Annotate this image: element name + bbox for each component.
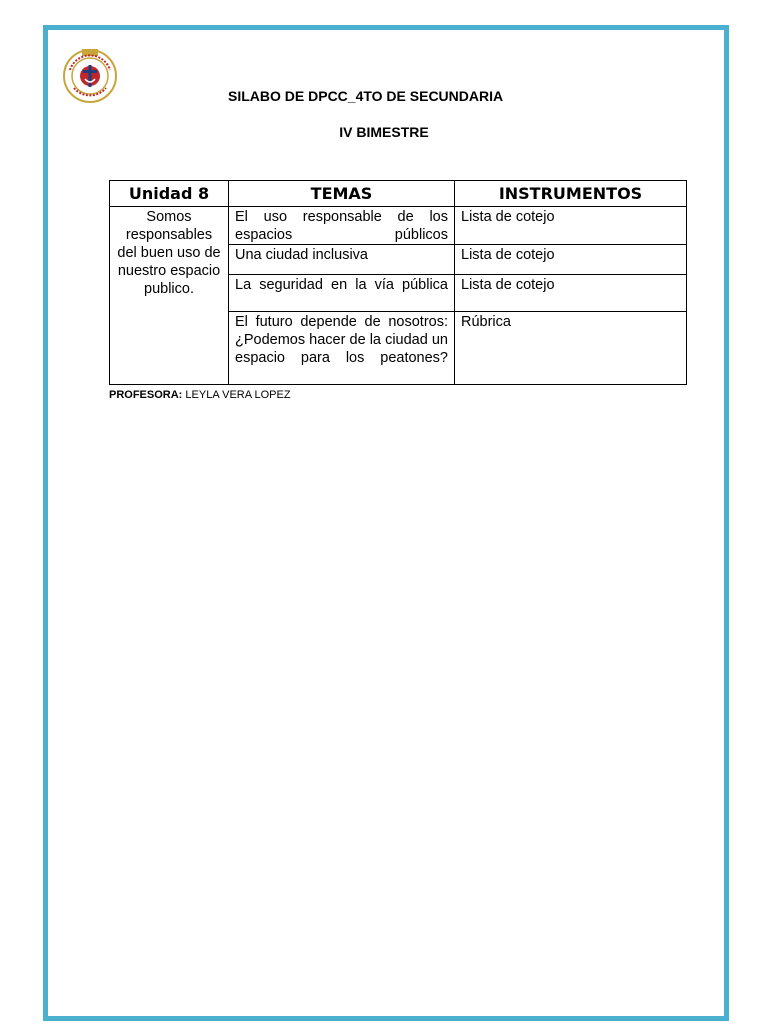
table-header-row bbox=[110, 181, 687, 207]
tema-cell: La seguridad en la vía pública bbox=[229, 275, 455, 312]
teacher-line bbox=[109, 389, 291, 401]
header-unit: Unidad 8 bbox=[110, 181, 229, 207]
header-temas: TEMAS bbox=[229, 181, 455, 207]
school-seal-icon bbox=[62, 48, 118, 104]
instrumento-cell: Lista de cotejo bbox=[455, 245, 687, 275]
teacher-name: LEYLA VERA LOPEZ bbox=[185, 389, 291, 401]
document-title: SILABO DE DPCC_4TO DE SECUNDARIA bbox=[228, 88, 504, 104]
header-instrumentos: INSTRUMENTOS bbox=[455, 181, 687, 207]
instrumento-cell: Rúbrica bbox=[455, 312, 687, 385]
page-border bbox=[43, 25, 729, 1021]
tema-cell: Una ciudad inclusiva bbox=[229, 245, 455, 275]
tema-cell: El futuro depende de nosotros: ¿Podemos hacer de la ciudad un espacio para los peatones? bbox=[229, 312, 455, 385]
table-row bbox=[110, 207, 687, 245]
unit-description: Somos responsables del buen uso de nuestro espacio publico. bbox=[110, 207, 229, 385]
tema-cell: El uso responsable de los espacios públicos bbox=[229, 207, 455, 245]
teacher-label: PROFESORA: bbox=[109, 389, 183, 401]
instrumento-cell: Lista de cotejo bbox=[455, 207, 687, 245]
document-subtitle: IV BIMESTRE bbox=[339, 124, 429, 140]
syllabus-table bbox=[109, 180, 687, 385]
instrumento-cell: Lista de cotejo bbox=[455, 275, 687, 312]
